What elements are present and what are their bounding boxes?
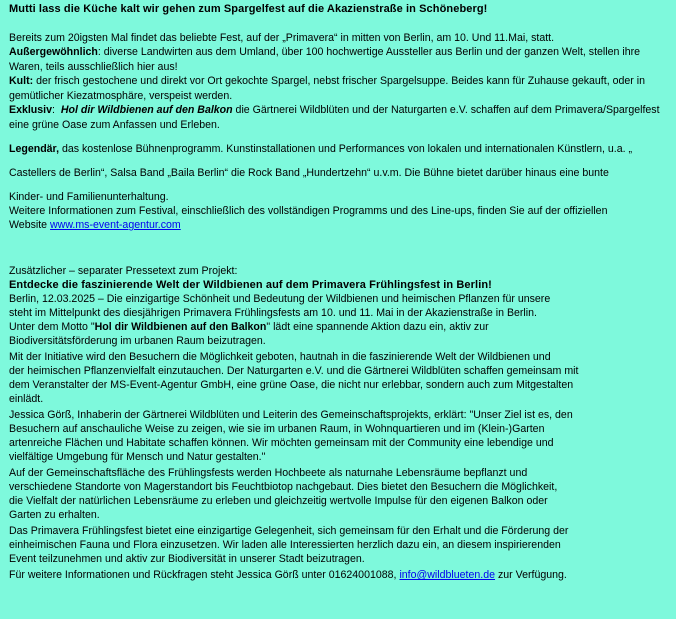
contact-post: zur Verfügung. [495,569,567,581]
press-line-15: die Vielfalt der natürlichen Lebensräume zu erleben und gleichzeitig wertvolle Impulse für den eigenen Balkon oder [9,495,548,507]
press-line-4: Biodiversitätsförderung im urbanen Raum beizutragen. [9,335,266,347]
press-line-13: Auf der Gemeinschaftsfläche des Frühlingsfests werden Hochbeete als naturnahe Lebensräume bepflanzt und [9,467,528,479]
press-line-6: der heimischen Pflanzenvielfalt einzutauchen. Der Naturgarten e.V. und die Gärtnerei Wildblüten schaffen gemeinsam mit [9,365,579,377]
press-line-20 [9,568,669,583]
website-link[interactable]: www.ms-event-agentur.com [50,219,181,231]
press-line-9: Jessica Görß, Inhaberin der Gärtnerei Wildblüten und Leiterin des Gemeinschaftsprojekts, erklärt: "Unser Ziel ist es, den [9,409,573,421]
press-line-12: vielfältige Umgebung für Mensch und Natur gestalten." [9,451,266,463]
press-line-3 [9,320,669,335]
intro-paragraph-exklusiv [9,103,669,132]
text-legendaer: das kostenlose Bühnenprogramm. Kunstinstallationen und Performances von lokalen und internationalen Künstlern, u.a. „ [59,143,633,155]
label-legendaer: Legendär, [9,143,60,155]
label-aussergewoehnlich: Außergewöhnlich [9,46,98,58]
press-line-7: dem Veranstalter der MS-Event-Agentur GmbH, eine grüne Oase, die nicht nur erlebbar, sondern auch zum Mitgestalten [9,379,574,391]
intro-paragraph-aussergewoehnlich [9,45,669,74]
email-link[interactable]: info@wildblueten.de [399,569,496,581]
press-line-17: Das Primavera Frühlingsfest bietet eine einzigartige Gelegenheit, sich gemeinsam für den Erhalt und die Förderung der [9,525,569,537]
press-line-5: Mit der Initiative wird den Besuchern die Möglichkeit geboten, hautnah in die faszinierende Welt der Wildbienen und [9,351,551,363]
press-title: Entdecke die faszinierende Welt der Wildbienen auf dem Primavera Frühlingsfest in Berlin! [9,279,492,291]
press-line-16: Garten zu erhalten. [9,509,100,521]
intro-paragraph-legendaer [9,142,669,157]
press-line-19: Event teilzunehmen und aktiv zur Biodiversität in unserer Stadt beizutragen. [9,553,365,565]
motto-post: " lädt eine spannende Aktion dazu ein, aktiv zur [266,321,489,333]
press-line-8: einlädt. [9,393,44,405]
label-kult: Kult: [9,75,34,87]
text-exklusiv: die Gärtnerei Wildblüten und der Naturgarten e.V. schaffen auf dem Primavera/Spargelfest eine grüne Oase zum Anfassen und Erleben. [9,104,660,131]
intro-paragraph-kult [9,74,669,103]
press-intro: Zusätzlicher – separater Pressetext zum Projekt: [9,265,238,277]
press-line-11: artenreiche Flächen und Habitate schaffen können. Wir möchten gemeinsam mit der Community eine lebendige und [9,437,554,449]
page-heading: Mutti lass die Küche kalt wir gehen zum Spargelfest auf die Akazienstraße in Schöneberg! [9,3,488,15]
intro-paragraph-website [9,218,669,233]
text-aussergewoehnlich: : diverse Landwirten aus dem Umland, über 100 hochwertige Aussteller aus Berlin und der ganzen Welt, stellen ihre Waren, teils ausschließlich hier aus! [9,46,641,73]
text-kult: der frisch gestochene und direkt vor Ort gekochte Spargel, nebst frischer Spargelsuppe. Beides kann für Zuhause gekauft, oder in gemütlicher Kiezatmosphäre, verspeist werden. [9,75,645,102]
text-exklusiv-motto: Hol dir Wildbienen auf den Balkon [60,104,233,116]
intro-paragraph-kids: Kinder- und Familienunterhaltung. [9,191,169,203]
press-line-18: einheimischen Fauna und Flora einzusetzen. Wir laden alle Interessierten herzlich dazu ein, an diesem inspirierenden [9,539,561,551]
motto-pre: Unter dem Motto " [9,321,95,333]
contact-pre: Für weitere Informationen und Rückfragen steht Jessica Görß unter 01624001088, [9,569,400,581]
motto-bold: Hol dir Wildbienen auf den Balkon [94,321,267,333]
label-exklusiv: Exklusiv [9,104,52,116]
press-line-14: verschiedene Standorte von Magerstandort bis Feuchtbiotop nachgebaut. Dies bietet den Besuchern die Möglichkeit, [9,481,558,493]
intro-paragraph-stage: Castellers de Berlin“, Salsa Band „Baila Berlin“ die Rock Band „Hundertzehn“ u.v.m. Die Bühne bietet darüber hinaus eine bunte [9,167,609,179]
website-prefix: Website [9,219,51,231]
press-line-2: steht im Mittelpunkt des diesjährigen Primavera Frühlingsfests am 10. und 11. Mai in der Akazienstraße in Berlin. [9,307,537,319]
text-exklusiv-sep: : [52,104,61,116]
press-line-1: Berlin, 12.03.2025 – Die einzigartige Schönheit und Bedeutung der Wildbienen und heimischen Pflanzen für unsere [9,293,551,305]
intro-paragraph-info: Weitere Informationen zum Festival, einschließlich des vollständigen Programms und des Line-ups, finden Sie auf der offiziellen [9,205,608,217]
intro-paragraph-date: Bereits zum 20igsten Mal findet das beliebte Fest, auf der „Primavera“ in mitten von Berlin, am 10. Und 11.Mai, statt. [9,32,555,44]
press-line-10: Besuchern auf anschauliche Weise zu zeigen, wie sie im urbanen Raum, in Wohnquartieren und im (Klein-)Garten [9,423,545,435]
